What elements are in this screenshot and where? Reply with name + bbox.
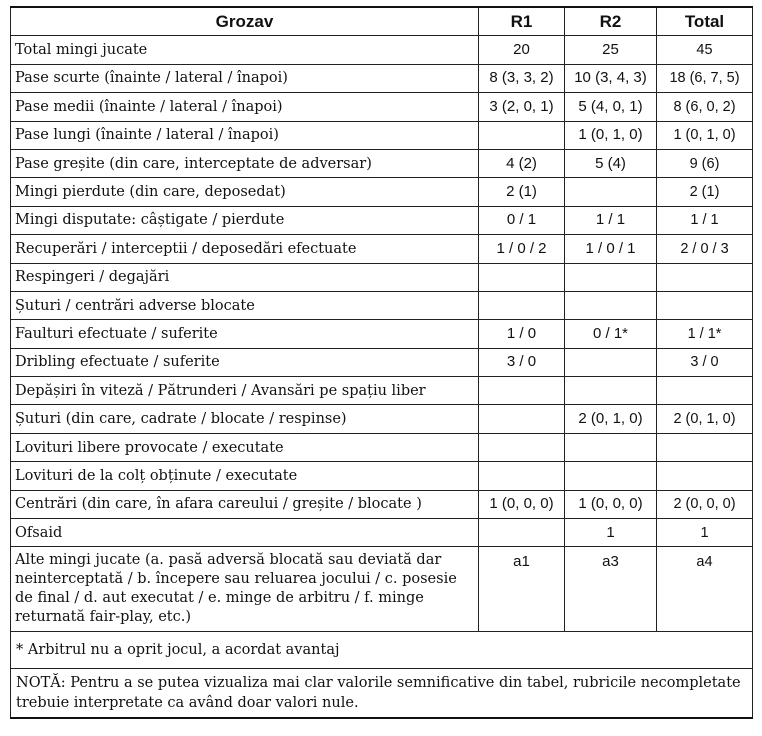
stat-r2 [565,178,657,206]
stat-total: 9 (6) [657,149,753,177]
stat-row [11,462,753,490]
header-row [11,7,753,36]
stat-r2: 1 / 1 [565,206,657,234]
stat-r2 [565,377,657,405]
stat-r1 [479,519,565,547]
stat-r1 [479,462,565,490]
stat-label: Mingi disputate: câștigate / pierdute [11,206,479,234]
header-team-name: Grozav [11,7,479,36]
stat-total: 3 / 0 [657,348,753,376]
stat-label: Pase lungi (înainte / lateral / înapoi) [11,121,479,149]
stat-total: 8 (6, 0, 2) [657,93,753,121]
other-balls-row [11,547,753,632]
stat-label: Depășiri în viteză / Pătrunderi / Avansări pe spațiu liber [11,377,479,405]
stat-row [11,93,753,121]
stat-total: 1 / 1* [657,320,753,348]
stat-row [11,206,753,234]
stat-r1 [479,433,565,461]
stat-label: Dribling efectuate / suferite [11,348,479,376]
other-balls-total: a4 [657,547,753,632]
stat-total [657,462,753,490]
stat-r2 [565,348,657,376]
stat-r2 [565,462,657,490]
stat-r2: 5 (4, 0, 1) [565,93,657,121]
stat-row [11,263,753,291]
stat-label: Mingi pierdute (din care, deposedat) [11,178,479,206]
note-text: NOTĂ: Pentru a se putea vizualiza mai clar valorile semnificative din tabel, rubricile necompletate trebuie interpretate ca având doar valori nule. [11,668,753,718]
other-balls-label: Alte mingi jucate (a. pasă adversă blocată sau deviată dar neinterceptată / b. începere sau reluarea jocului / c. posesie de final / d. aut executat / e. minge de arbitru / f. minge returnată fair-play, etc.) [11,547,479,632]
stat-label: Șuturi / centrări adverse blocate [11,291,479,319]
stat-row [11,235,753,263]
stat-total: 18 (6, 7, 5) [657,64,753,92]
stat-row [11,405,753,433]
stat-total [657,291,753,319]
stat-r1: 20 [479,36,565,64]
stat-label: Recuperări / interceptii / deposedări efectuate [11,235,479,263]
stat-row [11,36,753,64]
stat-r1: 1 / 0 [479,320,565,348]
stat-label: Ofsaid [11,519,479,547]
stat-row [11,490,753,518]
stat-row [11,348,753,376]
stat-r1 [479,291,565,319]
stat-r1 [479,377,565,405]
header-total: Total [657,7,753,36]
other-balls-r2: a3 [565,547,657,632]
stat-r2: 1 / 0 / 1 [565,235,657,263]
stat-label: Pase greșite (din care, interceptate de adversar) [11,149,479,177]
stat-total: 2 (0, 1, 0) [657,405,753,433]
stat-total: 1 (0, 1, 0) [657,121,753,149]
stat-row [11,320,753,348]
stat-r1: 3 / 0 [479,348,565,376]
stat-r1: 3 (2, 0, 1) [479,93,565,121]
footnote-text: * Arbitrul nu a oprit jocul, a acordat avantaj [11,632,753,668]
stat-r1: 4 (2) [479,149,565,177]
stat-r1: 8 (3, 3, 2) [479,64,565,92]
stat-row [11,433,753,461]
stat-label: Faulturi efectuate / suferite [11,320,479,348]
stat-total: 1 [657,519,753,547]
stat-r2: 1 [565,519,657,547]
stat-label: Pase medii (înainte / lateral / înapoi) [11,93,479,121]
stat-r1: 2 (1) [479,178,565,206]
stat-total: 2 (0, 0, 0) [657,490,753,518]
stat-label: Respingeri / degajări [11,263,479,291]
stat-total [657,263,753,291]
stat-total: 1 / 1 [657,206,753,234]
stat-row [11,178,753,206]
header-r2: R2 [565,7,657,36]
stat-row [11,64,753,92]
stat-row [11,377,753,405]
stat-label: Șuturi (din care, cadrate / blocate / respinse) [11,405,479,433]
stat-r2 [565,433,657,461]
stat-row [11,519,753,547]
stat-r1 [479,263,565,291]
stat-total [657,377,753,405]
stat-r2 [565,263,657,291]
stat-label: Lovituri libere provocate / executate [11,433,479,461]
stat-label: Centrări (din care, în afara careului / greșite / blocate ) [11,490,479,518]
footnote-row [11,632,753,668]
stat-total [657,433,753,461]
stats-table-container [10,6,752,719]
note-row [11,668,753,718]
stat-r1: 0 / 1 [479,206,565,234]
player-stats-table [10,6,753,719]
stat-r2: 5 (4) [565,149,657,177]
stat-row [11,149,753,177]
header-r1: R1 [479,7,565,36]
stat-total: 45 [657,36,753,64]
stat-r2: 1 (0, 1, 0) [565,121,657,149]
stat-total: 2 / 0 / 3 [657,235,753,263]
stat-r2: 10 (3, 4, 3) [565,64,657,92]
stat-label: Lovituri de la colț obținute / executate [11,462,479,490]
other-balls-r1: a1 [479,547,565,632]
stat-label: Total mingi jucate [11,36,479,64]
stat-r2: 1 (0, 0, 0) [565,490,657,518]
stat-r2: 25 [565,36,657,64]
stat-r2: 0 / 1* [565,320,657,348]
stat-r2 [565,291,657,319]
stat-label: Pase scurte (înainte / lateral / înapoi) [11,64,479,92]
stat-r1 [479,121,565,149]
stat-row [11,121,753,149]
stat-r1: 1 / 0 / 2 [479,235,565,263]
stat-r2: 2 (0, 1, 0) [565,405,657,433]
stat-total: 2 (1) [657,178,753,206]
stat-r1: 1 (0, 0, 0) [479,490,565,518]
stat-row [11,291,753,319]
stat-r1 [479,405,565,433]
